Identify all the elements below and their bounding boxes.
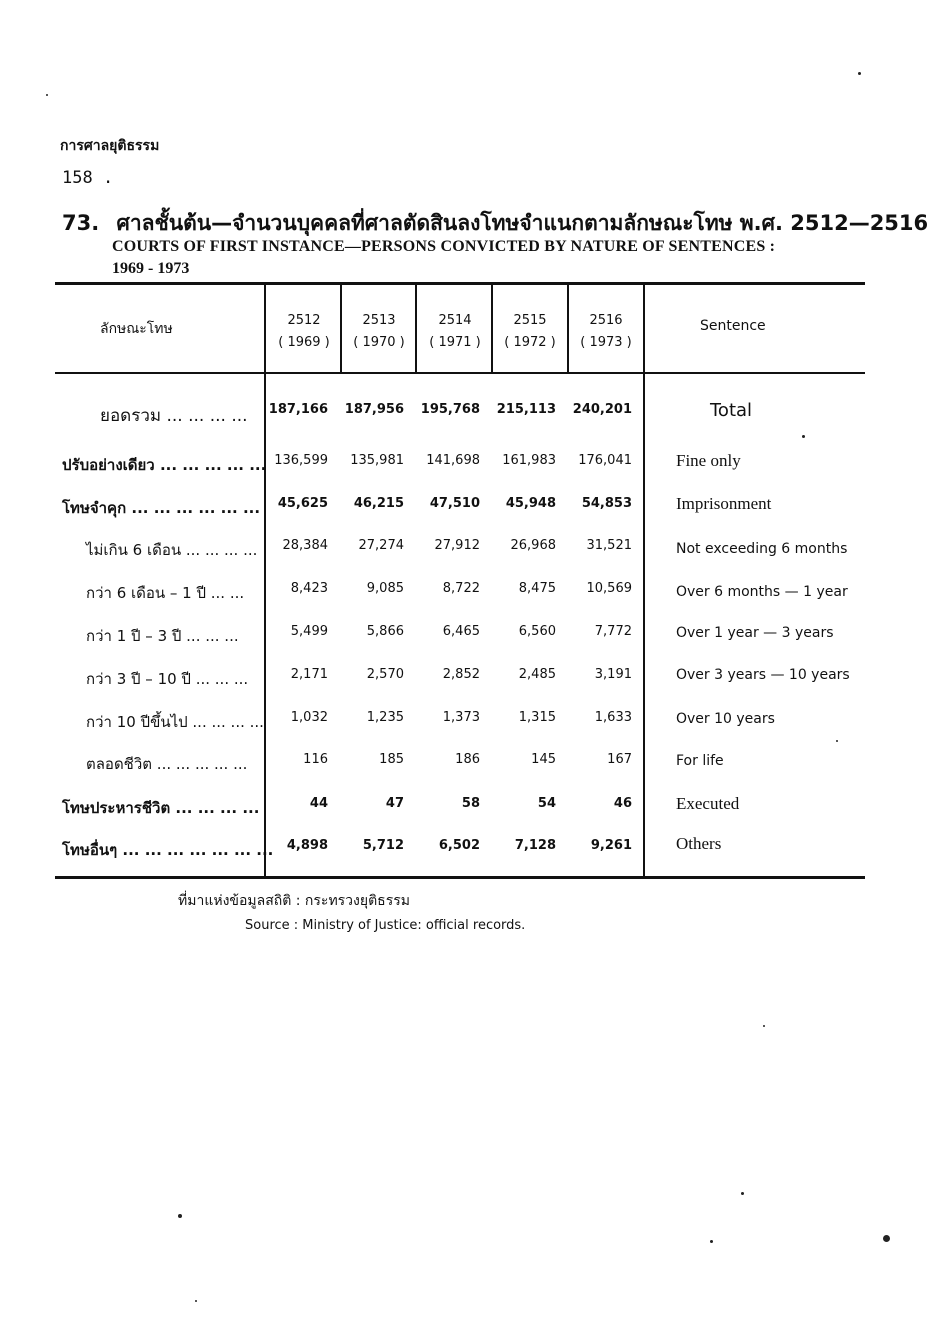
row-label-en: Fine only — [676, 451, 741, 470]
year-be: 2512 — [287, 313, 321, 328]
table-title-years: 1969 - 1973 — [112, 260, 190, 277]
table-row-over-1-year-3-years — [0, 624, 941, 654]
cell-value: 54,853 — [581, 496, 632, 511]
cell-value: 45,625 — [277, 496, 328, 511]
table-title-english: COURTS OF FIRST INSTANCE—PERSONS CONVICTED BY NATURE OF SENTENCES : — [112, 238, 776, 255]
header-sentence-en: Sentence — [700, 318, 766, 334]
cell-value: 2,171 — [290, 667, 328, 682]
row-label-th: โทษอื่นๆ ... ... ... ... ... ... ... — [62, 841, 274, 859]
cell-value: 46,215 — [353, 496, 404, 511]
row-label-en: Over 6 months — 1 year — [676, 584, 848, 600]
scan-speck — [836, 740, 838, 742]
row-label-th: ยอดรวม ... ... ... ... — [100, 406, 248, 426]
cell-value: 187,166 — [268, 402, 328, 417]
header-year-2513 — [341, 310, 417, 354]
year-ce: ( 1973 ) — [580, 335, 632, 350]
cell-value: 9,085 — [366, 581, 404, 596]
header-year-2515 — [492, 310, 568, 354]
row-label-en: Not exceeding 6 months — [676, 541, 848, 557]
cell-value: 1,032 — [290, 710, 328, 725]
header-year-2512 — [266, 310, 342, 354]
cell-value: 1,235 — [366, 710, 404, 725]
cell-value: 46 — [613, 796, 632, 811]
scan-speck — [802, 435, 805, 438]
year-ce: ( 1970 ) — [353, 335, 405, 350]
table-row-fine-only — [0, 453, 941, 483]
cell-value: 176,041 — [578, 453, 632, 468]
source-note-thai: ที่มาแห่งข้อมูลสถิติ : กระทรวงยุติธรรม — [178, 893, 410, 909]
cell-value: 5,866 — [366, 624, 404, 639]
cell-value: 4,898 — [286, 838, 328, 853]
table-row-over-10-years — [0, 710, 941, 740]
table-bottom-rule — [55, 876, 865, 879]
row-label-en: Executed — [676, 794, 740, 813]
year-be: 2516 — [589, 313, 623, 328]
cell-value: 187,956 — [344, 402, 404, 417]
cell-value: 8,423 — [290, 581, 328, 596]
cell-value: 28,384 — [282, 538, 328, 553]
row-label-th: ตลอดชีวิต ... ... ... ... ... — [86, 755, 248, 773]
cell-value: 7,772 — [594, 624, 632, 639]
cell-value: 54 — [537, 796, 556, 811]
cell-value: 1,633 — [594, 710, 632, 725]
scan-speck — [46, 94, 48, 96]
header-year-2516 — [568, 310, 644, 354]
row-label-th: ปรับอย่างเดียว ... ... ... ... ... — [62, 456, 267, 474]
row-label-en: Over 1 year — 3 years — [676, 625, 834, 641]
scan-speck — [883, 1235, 890, 1242]
table-row-not-exceeding-6-months — [0, 538, 941, 568]
table-row-total — [0, 402, 941, 432]
year-be: 2514 — [438, 313, 472, 328]
row-label-en: Total — [710, 400, 753, 421]
scan-speck — [195, 1300, 197, 1302]
source-note-english: Source : Ministry of Justice: official records. — [245, 918, 526, 933]
cell-value: 7,128 — [514, 838, 556, 853]
cell-value: 185 — [379, 752, 404, 767]
cell-value: 135,981 — [350, 453, 404, 468]
header-year-2514 — [417, 310, 493, 354]
cell-value: 116 — [303, 752, 328, 767]
table-row-for-life — [0, 752, 941, 782]
title-thai-text: ศาลชั้นต้น—จำนวนบุคคลที่ศาลตัดสินลงโทษจำแนกตามลักษณะโทษ พ.ศ. 2512—2516 — [116, 211, 929, 235]
cell-value: 6,560 — [518, 624, 556, 639]
cell-value: 8,722 — [442, 581, 480, 596]
table-row-over-6-months-1-year — [0, 581, 941, 611]
row-label-th: กว่า 1 ปี – 3 ปี ... ... ... — [86, 627, 239, 645]
cell-value: 26,968 — [510, 538, 556, 553]
scan-speck — [741, 1192, 744, 1195]
year-ce: ( 1971 ) — [429, 335, 481, 350]
scan-speck — [858, 72, 861, 75]
table-number: 73. — [62, 211, 100, 235]
year-ce: ( 1972 ) — [504, 335, 556, 350]
cell-value: 47,510 — [429, 496, 480, 511]
row-label-en: Over 10 years — [676, 711, 775, 727]
cell-value: 2,485 — [518, 667, 556, 682]
scan-speck — [710, 1240, 713, 1243]
cell-value: 136,599 — [274, 453, 328, 468]
cell-value: 6,502 — [438, 838, 480, 853]
cell-value: 47 — [385, 796, 404, 811]
cell-value: 141,698 — [426, 453, 480, 468]
cell-value: 161,983 — [502, 453, 556, 468]
year-be: 2513 — [362, 313, 396, 328]
year-ce: ( 1969 ) — [278, 335, 330, 350]
cell-value: 1,373 — [442, 710, 480, 725]
table-top-rule — [55, 282, 865, 285]
row-label-th: โทษประหารชีวิต ... ... ... ... — [62, 799, 260, 817]
table-header-rule — [55, 372, 865, 374]
scan-speck — [763, 1025, 765, 1027]
row-label-th: โทษจำคุก ... ... ... ... ... ... — [62, 499, 261, 517]
cell-value: 27,912 — [434, 538, 480, 553]
cell-value: 2,570 — [366, 667, 404, 682]
row-label-en: Imprisonment — [676, 494, 772, 513]
cell-value: 45,948 — [505, 496, 556, 511]
header-nature-of-sentence-th: ลักษณะโทษ — [100, 321, 173, 337]
cell-value: 27,274 — [358, 538, 404, 553]
cell-value: 31,521 — [586, 538, 632, 553]
cell-value: 3,191 — [594, 667, 632, 682]
row-label-th: กว่า 3 ปี – 10 ปี ... ... ... — [86, 670, 249, 688]
cell-value: 215,113 — [496, 402, 556, 417]
cell-value: 145 — [531, 752, 556, 767]
cell-value: 195,768 — [420, 402, 480, 417]
table-row-others — [0, 834, 941, 868]
row-label-th: กว่า 10 ปีขึ้นไป ... ... ... ... — [86, 713, 264, 731]
cell-value: 9,261 — [590, 838, 632, 853]
cell-value: 1,315 — [518, 710, 556, 725]
table-row-imprisonment — [0, 496, 941, 526]
scan-speck — [178, 1214, 182, 1218]
row-label-th: ไม่เกิน 6 เดือน ... ... ... ... — [86, 541, 258, 559]
cell-value: 240,201 — [572, 402, 632, 417]
table-title-thai — [62, 207, 928, 240]
table-row-executed — [0, 796, 941, 826]
page-header: การศาลยุติธรรม — [60, 138, 160, 154]
cell-value: 5,499 — [290, 624, 328, 639]
cell-value: 8,475 — [518, 581, 556, 596]
cell-value: 167 — [607, 752, 632, 767]
cell-value: 6,465 — [442, 624, 480, 639]
table-row-over-3-years-10-years — [0, 667, 941, 697]
cell-value: 5,712 — [362, 838, 404, 853]
row-label-en: Over 3 years — 10 years — [676, 667, 850, 683]
cell-value: 58 — [461, 796, 480, 811]
row-label-en: Others — [676, 834, 722, 853]
cell-value: 2,852 — [442, 667, 480, 682]
row-label-en: For life — [676, 753, 724, 769]
page-number: 158 . — [62, 168, 114, 188]
year-be: 2515 — [513, 313, 547, 328]
cell-value: 186 — [455, 752, 480, 767]
cell-value: 10,569 — [586, 581, 632, 596]
row-label-th: กว่า 6 เดือน – 1 ปี ... ... — [86, 584, 245, 602]
cell-value: 44 — [309, 796, 328, 811]
